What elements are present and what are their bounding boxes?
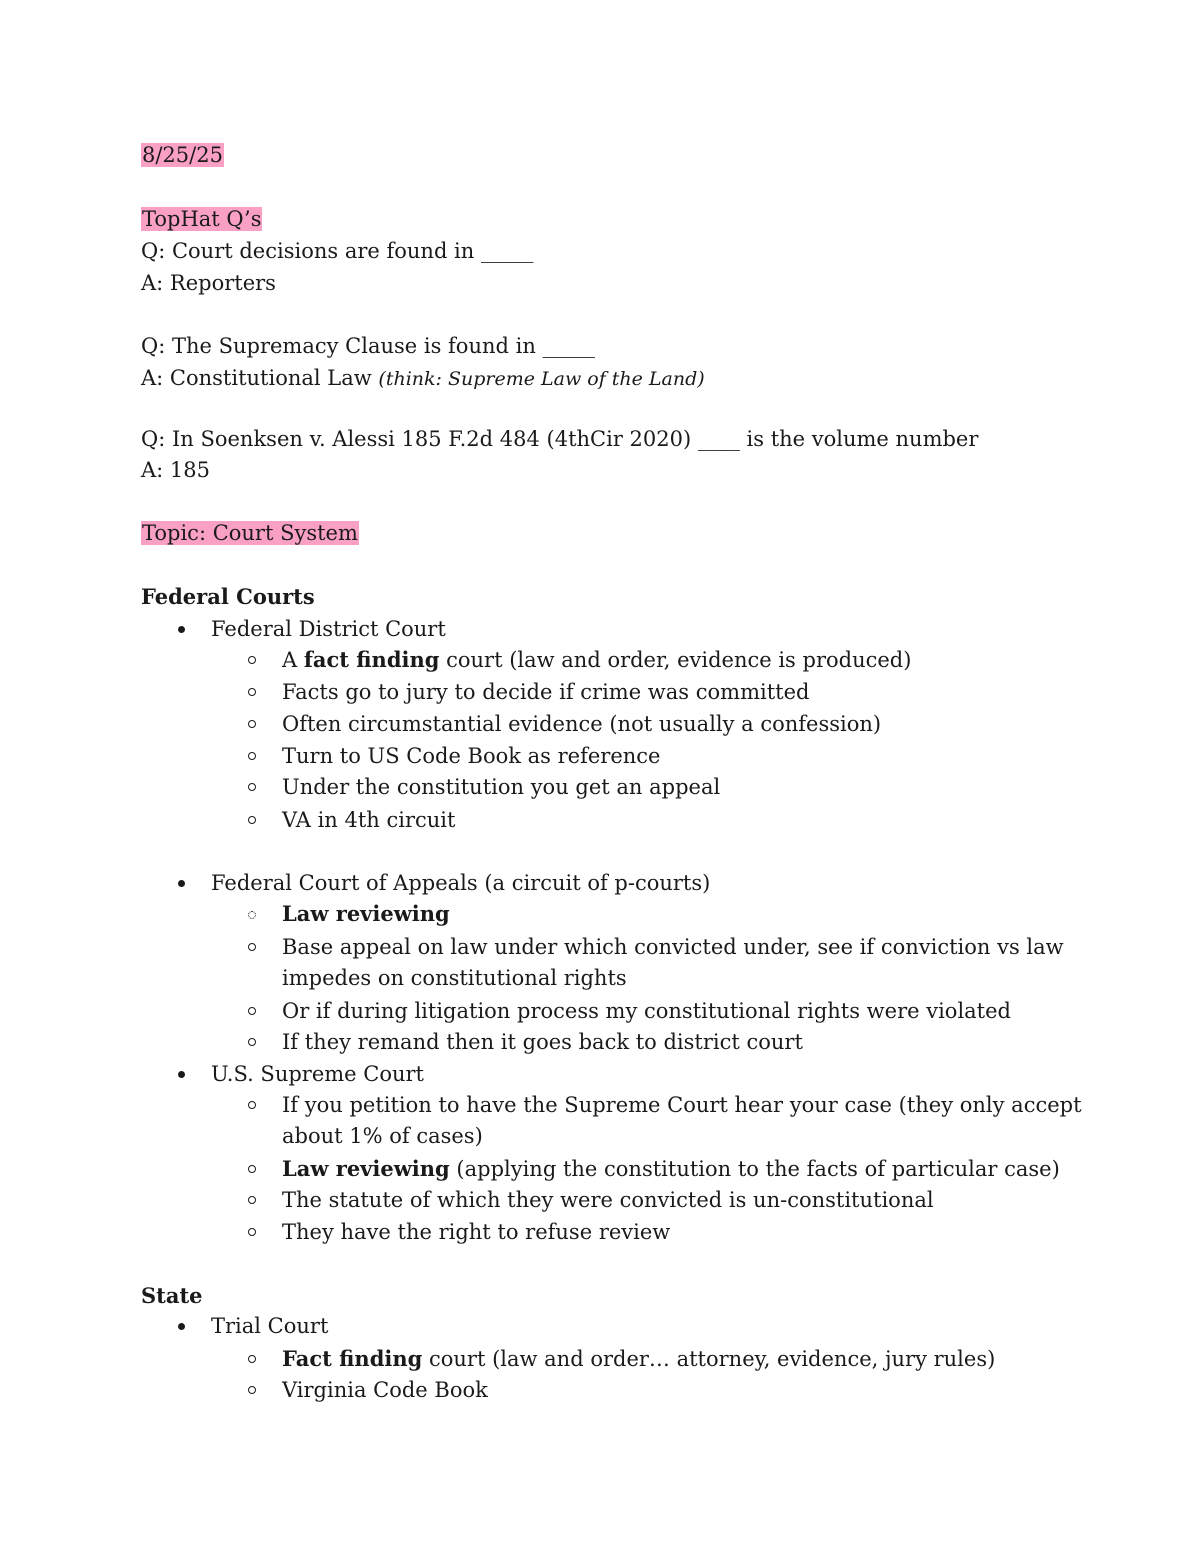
trial-court: Trial Court — [211, 1314, 329, 1338]
list-item: They have the right to refuse review — [282, 1220, 671, 1244]
question-3: Q: In Soenksen v. Alessi 185 F.2d 484 (4thCir 2020) ____ is the volume number — [141, 427, 979, 451]
bullet-disc-icon — [178, 626, 185, 633]
list-item: The statute of which they were convicted is un-constitutional — [282, 1188, 934, 1212]
tophat-heading: TopHat Q’s — [142, 207, 262, 231]
list-item: Or if during litigation process my constitutional rights were violated — [282, 999, 1011, 1023]
bullet-disc-icon — [178, 1323, 185, 1330]
list-item: Fact finding court (law and order… attorney, evidence, jury rules) — [282, 1346, 996, 1371]
list-item-continuation: impedes on constitutional rights — [282, 966, 627, 990]
list-item: A fact finding court (law and order, evidence is produced) — [282, 647, 912, 672]
list-item: Facts go to jury to decide if crime was committed — [282, 680, 810, 704]
bullet-circle-icon — [248, 943, 256, 951]
bullet-disc-icon — [178, 1071, 185, 1078]
answer-1: A: Reporters — [141, 271, 276, 295]
question-1: Q: Court decisions are found in _____ — [141, 239, 534, 263]
bullet-disc-icon — [178, 880, 185, 887]
bullet-circle-icon — [248, 752, 256, 760]
bullet-circle-icon — [248, 656, 256, 664]
bullet-circle-icon — [248, 1165, 256, 1173]
bullet-circle-icon — [248, 816, 256, 824]
list-item: Law reviewing — [282, 901, 450, 926]
list-item: Turn to US Code Book as reference — [282, 744, 661, 768]
bullet-circle-icon — [248, 1038, 256, 1046]
bullet-circle-icon — [248, 720, 256, 728]
answer-2-note: (think: Supreme Law of the Land) — [378, 368, 705, 390]
list-item: If they remand then it goes back to district court — [282, 1030, 803, 1054]
answer-3: A: 185 — [141, 458, 210, 482]
bullet-dotted-circle-icon — [248, 911, 256, 919]
federal-court-of-appeals: Federal Court of Appeals (a circuit of p-courts) — [211, 871, 711, 895]
list-item: VA in 4th circuit — [282, 808, 456, 832]
list-item: Virginia Code Book — [282, 1378, 488, 1402]
date-heading: 8/25/25 — [142, 143, 223, 167]
bullet-circle-icon — [248, 1355, 256, 1363]
bullet-circle-icon — [248, 783, 256, 791]
bullet-circle-icon — [248, 688, 256, 696]
list-item: Base appeal on law under which convicted under, see if conviction vs law — [282, 935, 1064, 959]
list-item: Often circumstantial evidence (not usually a confession) — [282, 712, 882, 736]
state-heading: State — [141, 1283, 203, 1308]
federal-district-court: Federal District Court — [211, 617, 446, 641]
list-item: Under the constitution you get an appeal — [282, 775, 721, 799]
federal-courts-heading: Federal Courts — [141, 584, 315, 609]
topic-heading: Topic: Court System — [142, 521, 358, 545]
bullet-circle-icon — [248, 1386, 256, 1394]
bullet-circle-icon — [248, 1196, 256, 1204]
list-item: Law reviewing (applying the constitution to the facts of particular case) — [282, 1156, 1060, 1181]
answer-2: A: Constitutional Law (think: Supreme Law of the Land) — [141, 366, 705, 390]
bullet-circle-icon — [248, 1101, 256, 1109]
list-item-continuation: about 1% of cases) — [282, 1124, 483, 1148]
question-2: Q: The Supremacy Clause is found in _____ — [141, 334, 596, 358]
bullet-circle-icon — [248, 1007, 256, 1015]
us-supreme-court: U.S. Supreme Court — [211, 1062, 424, 1086]
bullet-circle-icon — [248, 1228, 256, 1236]
list-item: If you petition to have the Supreme Court hear your case (they only accept — [282, 1093, 1082, 1117]
